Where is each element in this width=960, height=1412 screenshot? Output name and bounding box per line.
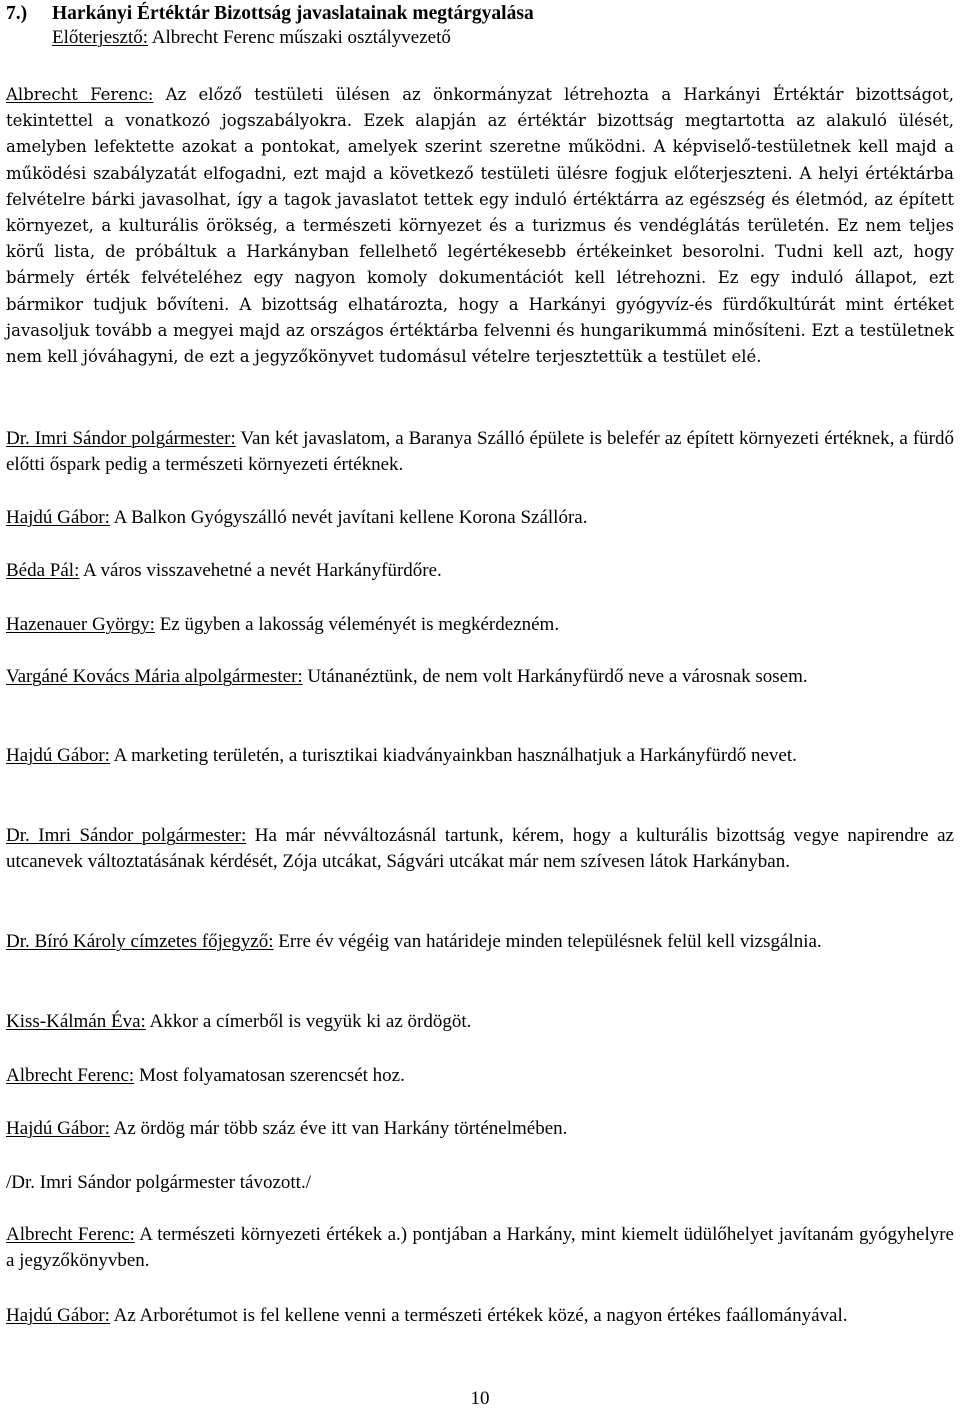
minutes-note: [6, 1170, 954, 1196]
speaker-name: Béda Pál:: [6, 560, 80, 581]
speaker-name: Vargáné Kovács Mária alpolgármester:: [6, 666, 303, 687]
presenter-name: Albrecht Ferenc műszaki osztályvezető: [148, 27, 451, 48]
speaker-name: Hajdú Gábor:: [6, 1305, 110, 1326]
minutes-paragraph: [6, 1303, 954, 1329]
note-text: /Dr. Imri Sándor polgármester távozott./: [6, 1172, 311, 1193]
minutes-paragraph: [6, 1063, 954, 1089]
speaker-name: Kiss-Kálmán Éva:: [6, 1011, 146, 1032]
speech-text: Ez ügyben a lakosság véleményét is megkérdezném.: [154, 614, 560, 635]
speech-text: A marketing területén, a turisztikai kiadványainkban használhatjuk a Harkányfürdő nevet.: [109, 745, 797, 766]
minutes-paragraph: [6, 664, 954, 690]
speaker-name: Dr. Imri Sándor polgármester:: [6, 825, 247, 846]
agenda-heading: [6, 2, 534, 26]
speech-text: A természeti környezeti értékek a.) pontjában a Harkány, mint kiemelt üdülőhelyet javítanám gyógyhelyre a jegyzőkönyvben.: [6, 1224, 954, 1272]
speech-text: Az Arborétumot is fel kellene venni a természeti értékek közé, a nagyon értékes faállományával.: [109, 1305, 848, 1326]
speech-text: Van két javaslatom, a Baranya Szálló épülete is belefér az épített környezeti értéknek, a fürdő előtti őspark pedig a természeti környezeti értéknek.: [6, 428, 954, 476]
agenda-title: Harkányi Értéktár Bizottság javaslatainak megtárgyalása: [52, 3, 534, 24]
minutes-paragraph: [6, 426, 954, 478]
speaker-name: Hajdú Gábor:: [6, 507, 110, 528]
presenter-line: [52, 26, 451, 50]
speech-text: Az előző testületi ülésen az önkormányzat létrehozta a Harkányi Értéktár bizottságot, tekintettel a vonatkozó jogszabályokra. Ezek alapján az értéktár bizottság megtartotta az alakuló ülését, amelyben lefektette azokat a pontokat, amelyek szerint szeretne működni. A képviselő-testületnek kell majd a működési szabályzatát elfogadni, ezt majd a következő testületi ülésre fogjuk előterjeszteni. A helyi értéktárba felvételre bárki javasolhat, így a tagok javaslatot tettek egy induló értéktárra az egészség és életmód, az épített környezet, a kulturális örökség, a természeti környezet és a turizmus és vendéglátás területén. Ez nem teljes körű lista, de próbáltuk a Harkányban fellelhető legértékesebb értékeinket besorolni. Tudni kell azt, hogy bármely érték felvételéhez egy nagyon komoly dokumentációt kell létrehozni. Ez egy induló állapot, ezt bármikor tudjuk bővíteni. A bizottság elhatározta, hogy a Harkányi gyógyvíz-és fürdőkultúrát mint értéket javasoljuk tovább a megyei majd az országos értéktárba felvenni és hungarikummá minősíteni. Ezt a testületnek nem kell jóváhagyni, de ezt a jegyzőkönyvet tudomásul vételre terjesztettük a testület elé.: [6, 85, 954, 367]
minutes-paragraph: [6, 82, 954, 370]
speech-text: Erre év végéig van határideje minden településnek felül kell vizsgálnia.: [273, 931, 822, 952]
speech-text: Ha már névváltozásnál tartunk, kérem, hogy a kulturális bizottság vegye napirendre az utcanevek változtatásának kérdését, Zója utcákat, Ságvári utcákat már nem szívesen látok Harkányban.: [6, 825, 954, 873]
speaker-name: Hazenauer György:: [6, 614, 155, 635]
speech-text: Az ördög már több száz éve itt van Harkány történelmében.: [109, 1118, 568, 1139]
speech-text: Most folyamatosan szerencsét hoz.: [134, 1065, 405, 1086]
agenda-number: 7.): [6, 3, 28, 24]
speech-text: Utánanéztünk, de nem volt Harkányfürdő neve a városnak sosem.: [302, 666, 808, 687]
speech-text: A város visszavehetné a nevét Harkányfürdőre.: [79, 560, 442, 581]
minutes-paragraph: [6, 743, 954, 769]
speaker-name: Hajdú Gábor:: [6, 1118, 110, 1139]
minutes-paragraph: [6, 929, 954, 955]
speech-text: A Balkon Gyógyszálló nevét javítani kellene Korona Szállóra.: [109, 507, 588, 528]
presenter-label: Előterjesztő:: [52, 27, 149, 48]
speaker-name: Dr. Bíró Károly címzetes főjegyző:: [6, 931, 274, 952]
minutes-paragraph: [6, 1009, 954, 1035]
speaker-name: Hajdú Gábor:: [6, 745, 110, 766]
speech-text: Akkor a címerből is vegyük ki az ördögöt.: [145, 1011, 472, 1032]
speaker-name: Dr. Imri Sándor polgármester:: [6, 428, 236, 449]
speaker-name: Albrecht Ferenc:: [6, 85, 154, 104]
minutes-paragraph: [6, 823, 954, 875]
minutes-paragraph: [6, 1222, 954, 1274]
minutes-paragraph: [6, 505, 954, 531]
speaker-name: Albrecht Ferenc:: [6, 1224, 135, 1245]
minutes-paragraph: [6, 612, 954, 638]
speaker-name: Albrecht Ferenc:: [6, 1065, 135, 1086]
page-number: 10: [470, 1388, 490, 1409]
minutes-paragraph: [6, 1116, 954, 1142]
minutes-paragraph: [6, 558, 954, 584]
